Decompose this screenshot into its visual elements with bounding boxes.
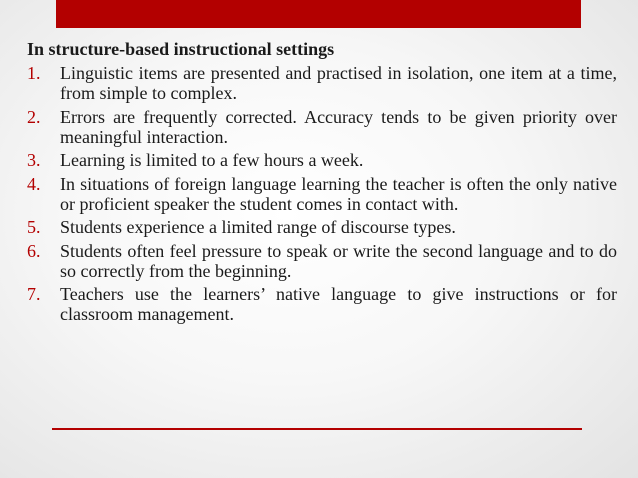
list-item bbox=[27, 284, 617, 324]
list-item bbox=[27, 174, 617, 214]
list-item-number: 7. bbox=[27, 284, 41, 304]
list-item bbox=[27, 150, 617, 170]
slide-heading: In structure-based instructional settings bbox=[27, 39, 335, 59]
top-accent-bar bbox=[56, 0, 581, 28]
list-item-number: 6. bbox=[27, 240, 41, 261]
slide-content bbox=[27, 38, 617, 328]
list-item-text: Linguistic items are presented and practised in isolation, one item at a time, from simple to complex. bbox=[60, 63, 617, 103]
list-item-number: 1. bbox=[27, 63, 41, 83]
list-item-number: 4. bbox=[27, 173, 41, 194]
list-item-number: 2. bbox=[27, 106, 41, 127]
list-item-text: Errors are frequently corrected. Accuracy tends to be given priority over meaningful interaction. bbox=[60, 106, 617, 147]
list-item-text: Students often feel pressure to speak or write the second language and to do so correctly from the beginning. bbox=[60, 240, 617, 281]
list-item bbox=[27, 217, 617, 237]
list-item-number: 3. bbox=[27, 150, 41, 170]
list-item-text: Learning is limited to a few hours a week. bbox=[60, 150, 364, 170]
bottom-accent-rule bbox=[52, 428, 582, 430]
list-item bbox=[27, 63, 617, 103]
list-item-text: Teachers use the learners’ native language to give instructions or for classroom management. bbox=[60, 284, 617, 324]
numbered-list bbox=[27, 63, 617, 324]
list-item bbox=[27, 107, 617, 147]
list-item-text: Students experience a limited range of discourse types. bbox=[60, 217, 456, 237]
list-item bbox=[27, 241, 617, 281]
list-item-text: In situations of foreign language learning the teacher is often the only native or proficient speaker the student comes in contact with. bbox=[60, 173, 617, 214]
list-item-number: 5. bbox=[27, 217, 41, 237]
